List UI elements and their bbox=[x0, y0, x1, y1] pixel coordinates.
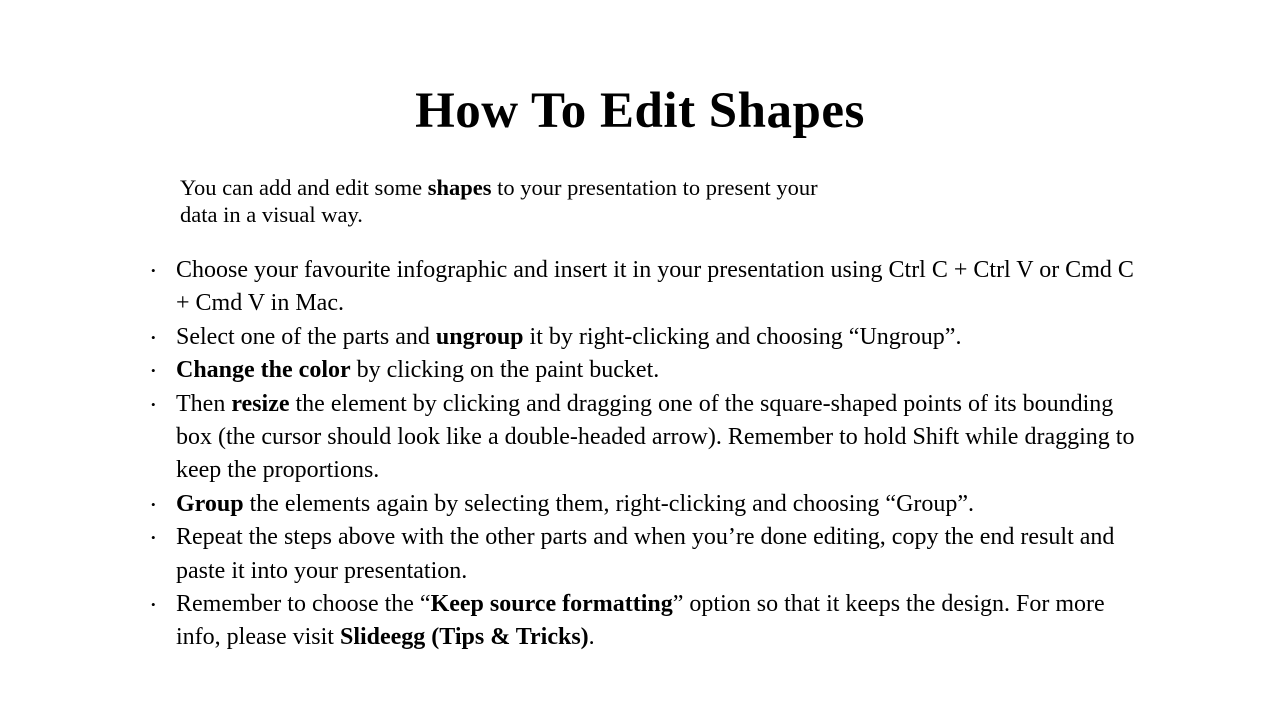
text-run: it by right-clicking and choosing “Ungroup”. bbox=[523, 323, 962, 350]
bullet-item bbox=[150, 488, 1135, 521]
bullet-item bbox=[150, 521, 1135, 588]
text-run: the elements again by selecting them, right-clicking and choosing “Group”. bbox=[243, 490, 975, 517]
text-run: . bbox=[588, 624, 595, 651]
text-run: by clicking on the paint bucket. bbox=[350, 357, 660, 384]
text-run: shapes bbox=[427, 175, 492, 200]
text-run: Choose your favourite infographic and insert it in your presentation using Ctrl C + Ctrl V or Cmd C + Cmd V in Mac. bbox=[176, 257, 1134, 317]
bullet-item bbox=[150, 354, 1135, 387]
page-title: How To Edit Shapes bbox=[415, 83, 865, 139]
text-run: Slideegg (Tips & Tricks) bbox=[339, 624, 589, 651]
text-run: resize bbox=[231, 390, 290, 417]
text-run: Keep source formatting bbox=[430, 591, 673, 618]
bullet-item bbox=[150, 588, 1135, 655]
bullet-item bbox=[150, 254, 1135, 321]
text-run: You can add and edit some bbox=[180, 175, 428, 200]
text-run: Repeat the steps above with the other parts and when you’re done editing, copy the end result and paste it into your presentation. bbox=[176, 524, 1115, 584]
text-run: Change the color bbox=[176, 357, 351, 384]
bullet-item bbox=[150, 321, 1135, 354]
text-run: Group bbox=[176, 490, 244, 517]
text-run: ungroup bbox=[435, 323, 524, 350]
bullet-item bbox=[150, 388, 1135, 488]
text-run: to your presentation to present your data in a visual way. bbox=[180, 175, 818, 227]
text-run: Then bbox=[176, 390, 232, 417]
text-run: Select one of the parts and bbox=[176, 323, 436, 350]
intro-text bbox=[180, 175, 850, 228]
text-run: the element by clicking and dragging one of the square-shaped points of its bounding box (the cursor should look like a double-headed arrow). Remember to hold Shift while dragging to keep the proportions. bbox=[176, 390, 1135, 484]
text-run: ” option so that it keeps the design. For more info, please visit bbox=[176, 591, 1105, 651]
bullet-list bbox=[150, 254, 1135, 655]
text-run: Remember to choose the “ bbox=[176, 591, 431, 618]
